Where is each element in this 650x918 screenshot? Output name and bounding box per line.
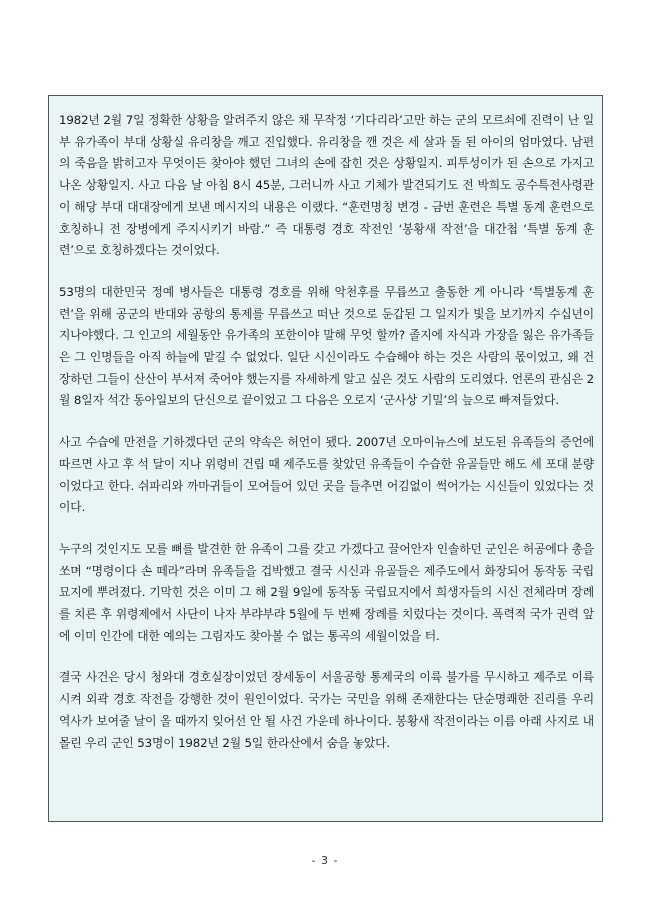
paragraph-4: 누구의 것인지도 모를 뼈를 발견한 한 유족이 그를 갖고 가겠다고 끌어안자 인솔하던 군인은 허공에다 총을 쏘며 “명령이다 손 떼라”라며 유족들을 겁박했고 결국 시신과 유골들은 제주도에서 화장되어 동작동 국립묘지에 뿌려졌다. 기막힌 것은 이미 그 해 2월 9일에 동작동 국립묘지에서 희생자들의 시신 전체라며 장례를 치른 후 위령제에서 사단이 나자 부랴부랴 5월에 두 번째 장례를 치렀다는 것이다. 폭력적 국가 권력 앞에 이미 인간에 대한 예의는 그림자도 찾아볼 수 없는 통곡의 세월이었을 터. [59,541,594,643]
paragraph-3: 사고 수습에 만전을 기하겠다던 군의 약속은 허언이 됐다. 2007년 오마이뉴스에 보도된 유족들의 증언에 따르면 사고 후 석 달이 지나 위령비 건립 때 제주도를 찾았던 유족들이 수습한 유골들만 해도 세 포대 분량이었다고 한다. 쉬파리와 까마귀들이 모여들어 있던 곳을 들추면 어김없이 썩어가는 시신들이 있었다는 것이다. [59,435,594,515]
paragraph-2: 53명의 대한민국 정예 병사들은 대통령 경호를 위해 악천후를 무릅쓰고 출동한 게 아니라 ‘특별동계 훈련’을 위해 공군의 반대와 공항의 통제를 무릅쓰고 떠난 것으로 둔갑된 그 일지가 빛을 보기까지 수십년이 지나야했다. 그 인고의 세월동안 유가족의 포한이야 말해 무엇 할까? 졸지에 자식과 가장을 잃은 유가족들은 그 인명들을 아직 하늘에 맡길 수 없었다. 일단 시신이라도 수습해야 하는 것은 사람의 몫이었고, 왜 건장하던 그들이 산산이 부서져 죽어야 했는지를 자세하게 알고 싶은 것도 사람의 도리였다. 언론의 관심은 2월 8일자 석간 동아일보의 단신으로 끝이었고 그 다음은 오로지 ‘군사상 기밀’의 늪으로 빠져들었다. [59,284,594,408]
paragraph-5: 결국 사건은 당시 청와대 경호실장이었던 장세동이 서울공항 통제국의 이륙 불가를 무시하고 제주로 이륙시켜 외곽 경호 작전을 강행한 것이 원인이었다. 국가는 국민을 위해 존재한다는 단순명쾌한 진리를 우리 역사가 보여줄 날이 올 때까지 잊어선 안 될 사건 가운데 하나이다. 봉황새 작전이라는 이름 아래 사지로 내몰린 우리 군인 53명이 1982년 2월 5일 한라산에서 숨을 놓았다. [59,670,594,750]
boxed-text-frame [48,95,603,822]
paragraph-1: 1982년 2월 7일 정확한 상황을 알려주지 않은 채 무작정 ‘기다리라’고만 하는 군의 모르쇠에 진력이 난 일부 유가족이 부대 상황실 유리창을 깨고 진입했다. 유리창을 깬 것은 세 살과 돌 된 아이의 엄마였다. 남편의 죽음을 밝히고자 무엇이든 찾아야 했던 그녀의 손에 잡힌 것은 상황일지. 피투성이가 된 손으로 가지고 나온 상황일지. 사고 다음 날 아침 8시 45분, 그러니까 사고 기체가 발견되기도 전 박희도 공수특전사령관이 해당 부대 대대장에게 보낸 메시지의 내용은 이랬다. “훈련명칭 변경 - 금번 훈련은 특별 동계 훈련으로 호칭하니 전 장병에게 주지시키기 바람.” 즉 대통령 경호 작전인 ‘봉황새 작전’을 대간첩 ‘특별 동계 훈련’으로 호칭하겠다는 것이었다. [59,113,594,258]
page-number: - 3 - [311,854,339,867]
